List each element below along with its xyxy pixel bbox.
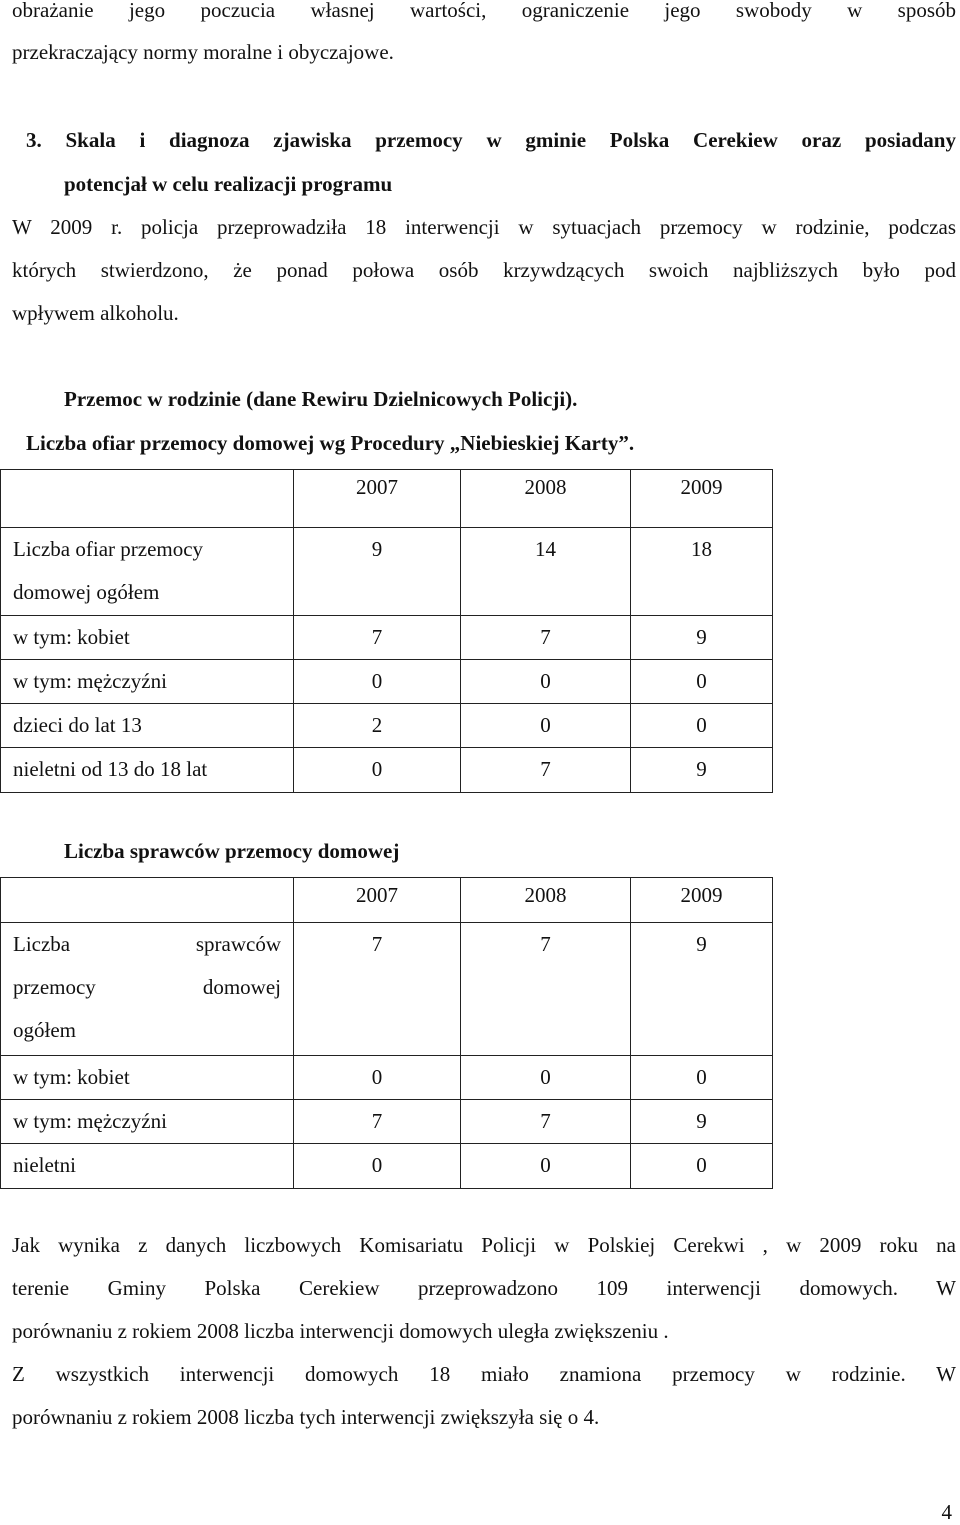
year-header: 2008 (461, 470, 631, 528)
table-row (1, 1100, 773, 1144)
table-cell: 7 (461, 923, 631, 1056)
table-row (1, 528, 773, 616)
closing-line-5: porównaniu z rokiem 2008 liczba tych interwencji zwiększyła się o 4. (12, 1405, 600, 1429)
table-cell: 7 (461, 748, 631, 793)
table-cell: 9 (631, 1100, 773, 1144)
table-header-row (1, 470, 773, 528)
table-cell: 0 (461, 1144, 631, 1189)
row-label: w tym: kobiet (1, 616, 294, 660)
closing-line-3: porównaniu z rokiem 2008 liczba interwencji domowych uległa zwiększeniu . (12, 1319, 669, 1343)
page-number: 4 (941, 1500, 952, 1524)
section-heading: 3. Skala i diagnoza zjawiska przemocy w gminie Polska Cerekiew oraz posiadany (26, 128, 956, 152)
year-header: 2007 (294, 470, 461, 528)
intro-line-1: obrażanie jego poczucia własnej wartości, ograniczenie jego swobody w sposób (12, 0, 956, 22)
table2-caption: Liczba sprawców przemocy domowej (64, 839, 400, 863)
closing-line-4: Z wszystkich interwencji domowych 18 miało znamiona przemocy w rodzinie. W (12, 1362, 956, 1386)
table-cell: 9 (294, 528, 461, 616)
paragraph-line-3: wpływem alkoholu. (12, 301, 179, 325)
row-label: w tym: mężczyźni (1, 660, 294, 704)
table-row (1, 1056, 773, 1100)
closing-line-1: Jak wynika z danych liczbowych Komisariatu Policji w Polskiej Cerekwi , w 2009 roku na (12, 1233, 956, 1257)
row-label: Liczba ofiar przemocy domowej ogółem (1, 528, 294, 616)
row-label: w tym: kobiet (1, 1056, 294, 1100)
year-header: 2009 (631, 878, 773, 923)
table-row (1, 660, 773, 704)
table-header-row (1, 878, 773, 923)
table-cell: 7 (461, 1100, 631, 1144)
table-cell: 0 (631, 660, 773, 704)
perpetrators-table (0, 877, 773, 1189)
table-cell: 0 (631, 1144, 773, 1189)
closing-line-2: terenie Gminy Polska Cerekiew przeprowadzono 109 interwencji domowych. W (12, 1276, 956, 1300)
table-cell: 7 (294, 923, 461, 1056)
table-header-empty (1, 470, 294, 528)
table-cell: 0 (294, 1144, 461, 1189)
year-header: 2007 (294, 878, 461, 923)
year-header: 2008 (461, 878, 631, 923)
table-cell: 2 (294, 704, 461, 748)
table-header-empty (1, 878, 294, 923)
table-cell: 0 (294, 748, 461, 793)
table-cell: 0 (294, 660, 461, 704)
table-cell: 9 (631, 923, 773, 1056)
row-label: Liczba sprawców przemocy domowej ogółem (1, 923, 294, 1056)
table-cell: 18 (631, 528, 773, 616)
table-row (1, 704, 773, 748)
table-cell: 0 (631, 1056, 773, 1100)
table-cell: 7 (294, 616, 461, 660)
row-label: w tym: mężczyźni (1, 1100, 294, 1144)
row-label: nieletni od 13 do 18 lat (1, 748, 294, 793)
table-cell: 7 (461, 616, 631, 660)
table-cell: 0 (294, 1056, 461, 1100)
table-cell: 0 (461, 660, 631, 704)
table-cell: 14 (461, 528, 631, 616)
table-cell: 7 (294, 1100, 461, 1144)
row-label: dzieci do lat 13 (1, 704, 294, 748)
table1-caption-1: Przemoc w rodzinie (dane Rewiru Dzielnicowych Policji). (64, 387, 578, 411)
table-cell: 0 (631, 704, 773, 748)
table-row (1, 616, 773, 660)
paragraph-line-2: których stwierdzono, że ponad połowa osób krzywdzących swoich najbliższych było pod (12, 258, 956, 282)
intro-line-2: przekraczający normy moralne i obyczajowe. (12, 40, 394, 64)
table-cell: 0 (461, 1056, 631, 1100)
table-cell: 9 (631, 748, 773, 793)
table-cell: 0 (461, 704, 631, 748)
table-row (1, 923, 773, 1056)
row-label: nieletni (1, 1144, 294, 1189)
paragraph-line-1: W 2009 r. policja przeprowadziła 18 interwencji w sytuacjach przemocy w rodzinie, podczas (12, 215, 956, 239)
victims-table (0, 469, 773, 793)
table1-caption-2: Liczba ofiar przemocy domowej wg Procedury „Niebieskiej Karty”. (26, 431, 635, 455)
year-header: 2009 (631, 470, 773, 528)
table-cell: 9 (631, 616, 773, 660)
section-heading-cont: potencjał w celu realizacji programu (64, 172, 393, 196)
table-row (1, 748, 773, 793)
table-row (1, 1144, 773, 1189)
